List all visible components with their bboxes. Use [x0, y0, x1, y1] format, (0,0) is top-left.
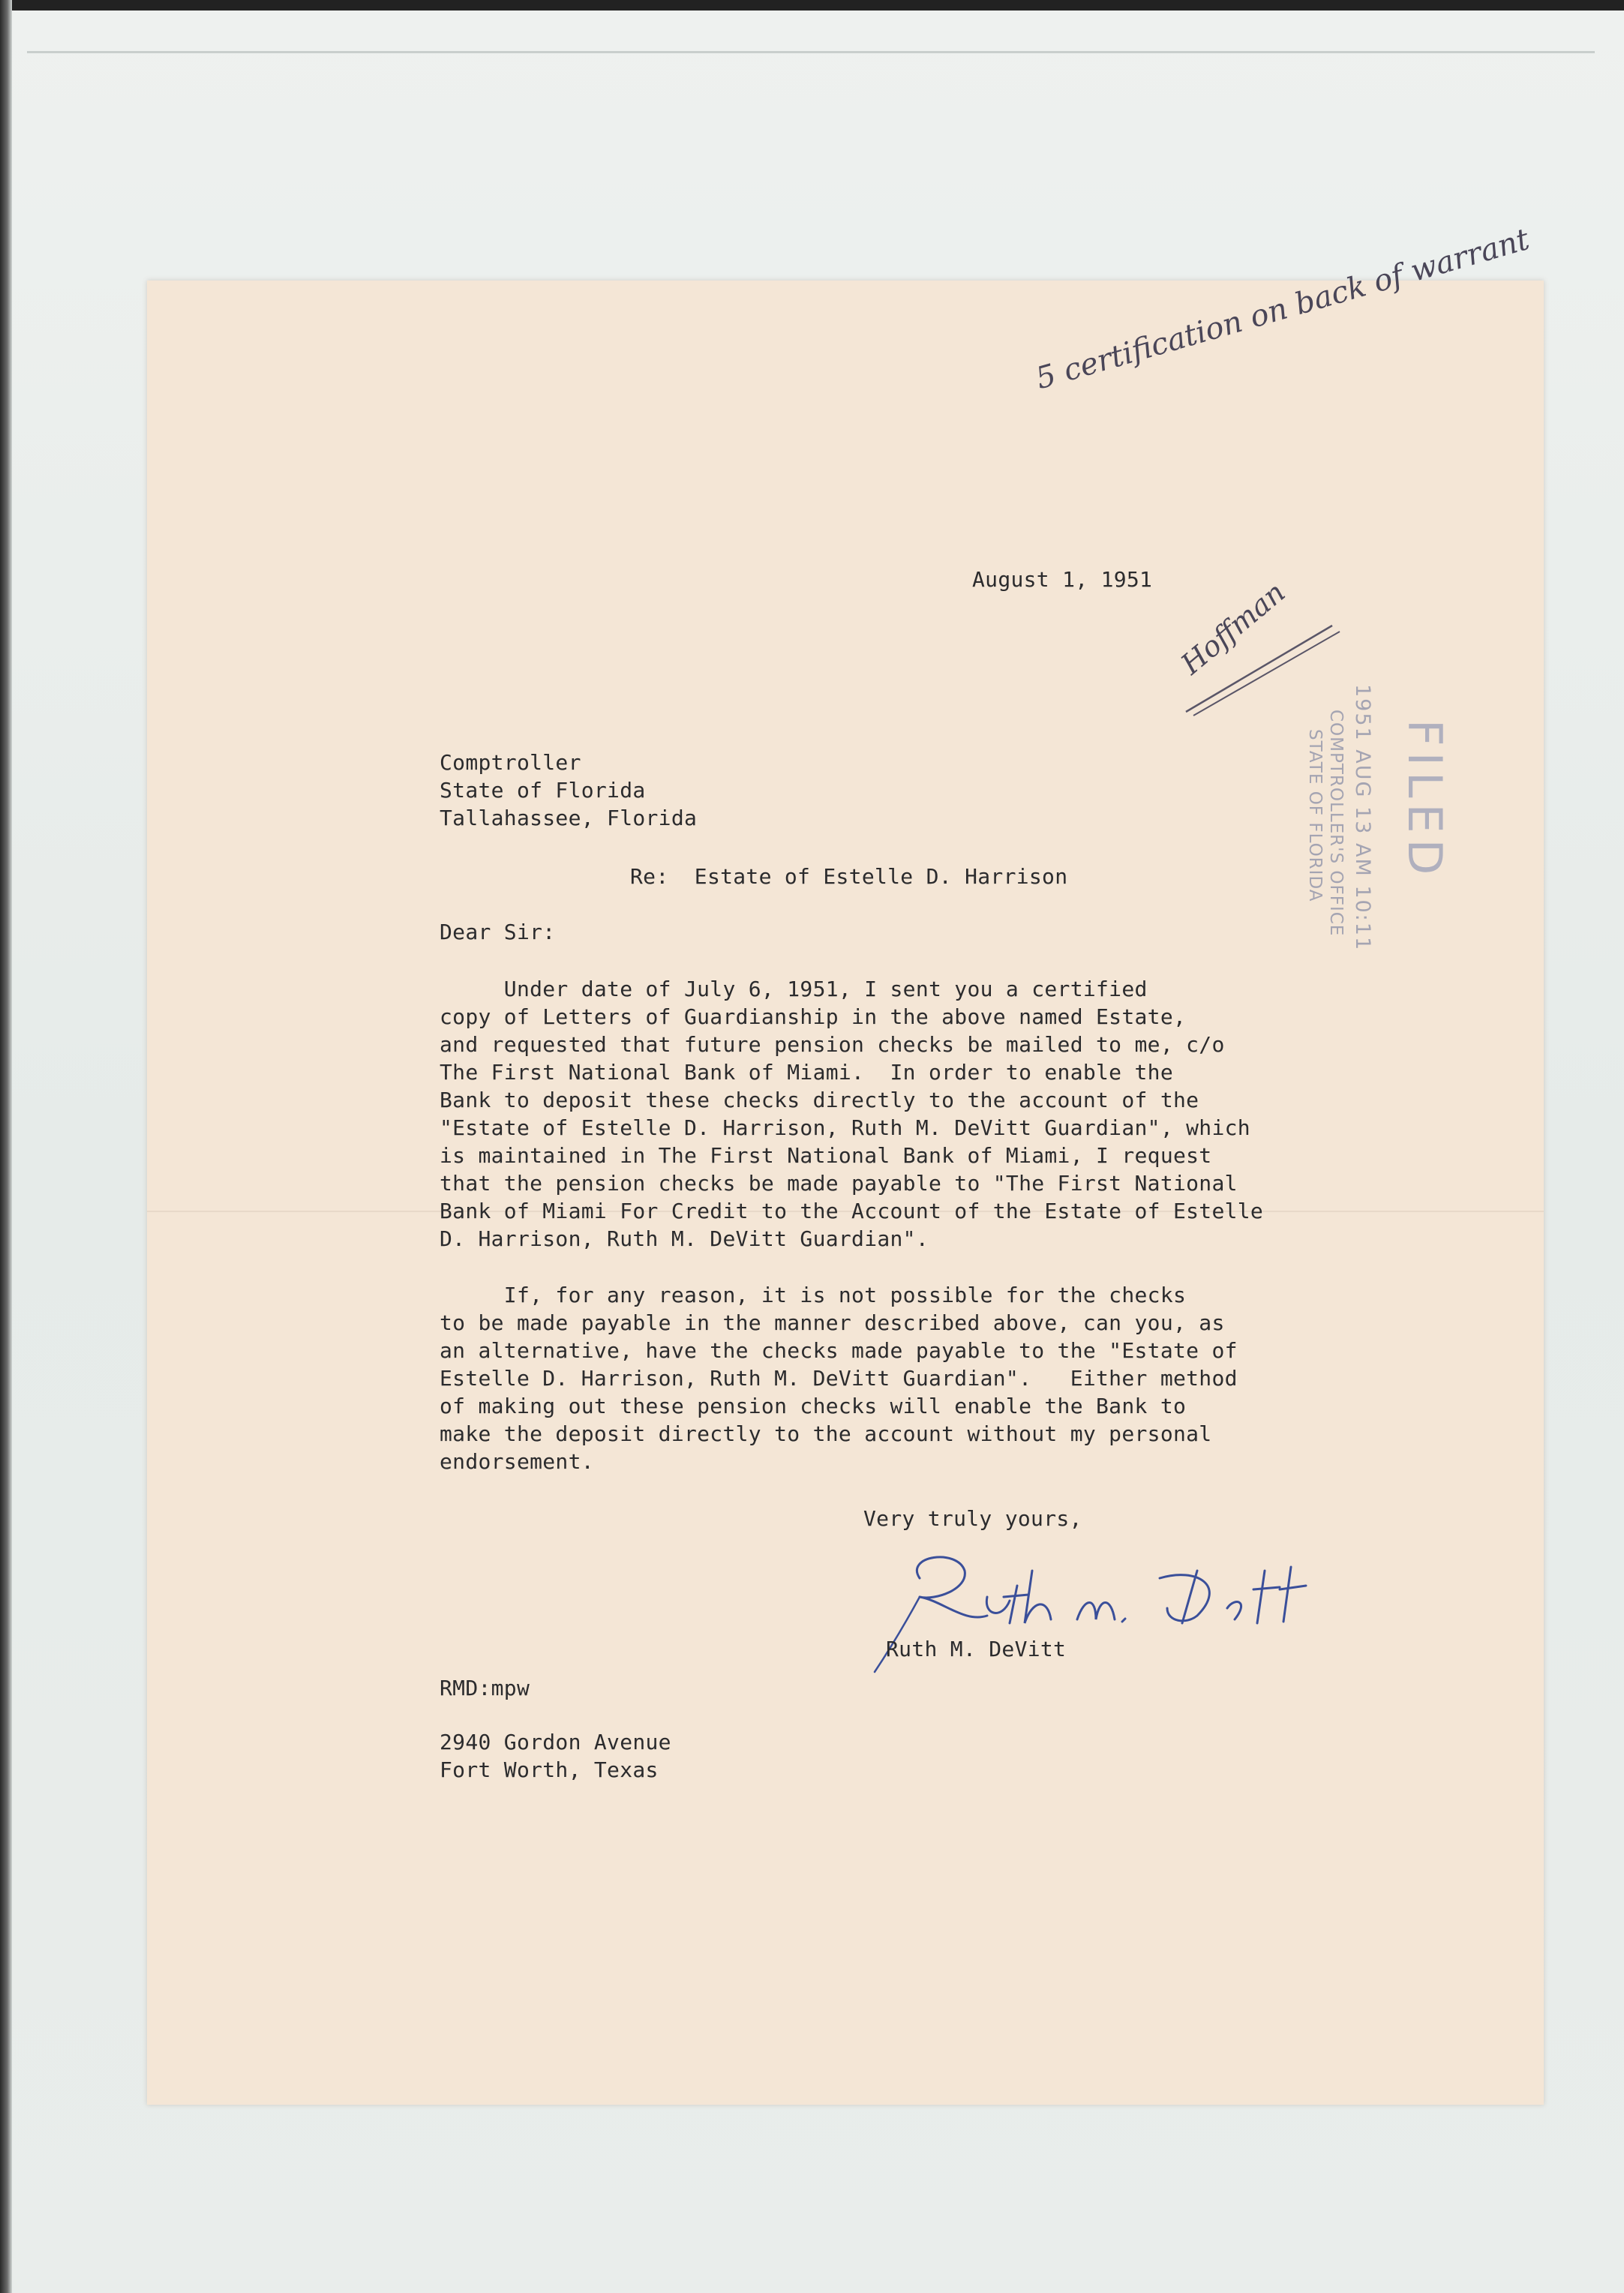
paragraph-1-line: Bank of Miami For Credit to the Account of the Estate of Estelle	[440, 1199, 1264, 1223]
filed-stamp-label: FILED	[1397, 719, 1452, 881]
scan-frame-top	[0, 0, 1624, 11]
scan-frame-left	[0, 0, 12, 2293]
recipient-line-3: Tallahassee, Florida	[440, 806, 698, 830]
return-address-line-1: 2940 Gordon Avenue	[440, 1730, 671, 1754]
paragraph-1-line: D. Harrison, Ruth M. DeVitt Guardian".	[440, 1226, 929, 1251]
reference-initials: RMD:mpw	[440, 1676, 530, 1700]
paragraph-2-line: to be made payable in the manner described above, can you, as	[440, 1310, 1225, 1335]
paragraph-1-line: Under date of July 6, 1951, I sent you a certified	[440, 977, 1148, 1001]
paragraph-1-line: that the pension checks be made payable to "The First National	[440, 1171, 1238, 1196]
paragraph-1-line: "Estate of Estelle D. Harrison, Ruth M. DeVitt Guardian", which	[440, 1115, 1250, 1140]
paragraph-1-line: Bank to deposit these checks directly to the account of the	[440, 1088, 1199, 1112]
recipient-line-1: Comptroller	[440, 750, 581, 775]
paragraph-1-line: copy of Letters of Guardianship in the above named Estate,	[440, 1004, 1187, 1029]
filed-stamp-office: COMPTROLLER'S OFFICE	[1326, 710, 1346, 937]
filed-stamp-state: STATE OF FLORIDA	[1305, 729, 1325, 902]
paragraph-1-line: The First National Bank of Miami. In order to enable the	[440, 1060, 1173, 1085]
salutation: Dear Sir:	[440, 920, 556, 944]
paragraph-2-line: make the deposit directly to the account without my personal	[440, 1421, 1212, 1446]
closing: Very truly yours,	[863, 1506, 1082, 1531]
letter-page	[147, 222, 1544, 2105]
filed-stamp-date: 1951 AUG 13 AM 10:11	[1351, 684, 1374, 952]
paragraph-2-line: of making out these pension checks will enable the Bank to	[440, 1394, 1187, 1418]
recipient-line-2: State of Florida	[440, 778, 646, 803]
initials-underline	[1182, 618, 1347, 723]
letter-date: August 1, 1951	[972, 567, 1153, 592]
return-address-line-2: Fort Worth, Texas	[440, 1757, 659, 1782]
signer-name: Ruth M. DeVitt	[886, 1637, 1067, 1661]
re-line: Re: Estate of Estelle D. Harrison	[630, 864, 1068, 889]
paragraph-2-line: an alternative, have the checks made payable to the "Estate of	[440, 1338, 1238, 1363]
paragraph-2-line: If, for any reason, it is not possible for the checks	[440, 1283, 1187, 1307]
paragraph-2-line: endorsement.	[440, 1449, 594, 1474]
handwritten-annotation: 5 certification on back of warrant	[1032, 222, 1533, 397]
handwritten-initials: Hoffman	[1175, 575, 1292, 681]
paragraph-1-line: is maintained in The First National Bank of Miami, I request	[440, 1143, 1212, 1168]
scan-edge-line	[27, 51, 1595, 53]
paragraph-2-line: Estelle D. Harrison, Ruth M. DeVitt Guardian". Either method	[440, 1366, 1238, 1391]
paragraph-1-line: and requested that future pension checks be mailed to me, c/o	[440, 1032, 1225, 1057]
